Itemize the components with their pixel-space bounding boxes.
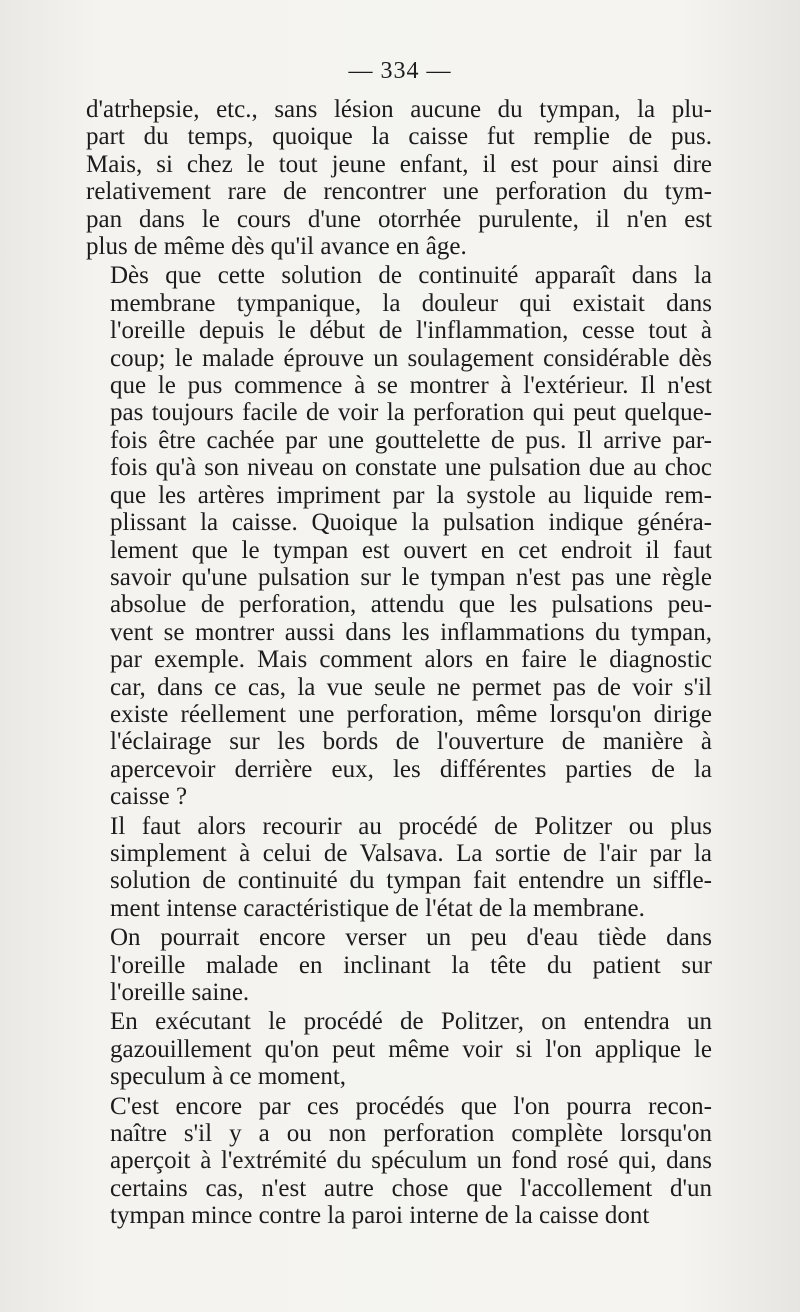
text-line: On pourrait encore verser un peu d'eau tiède dans: [110, 924, 712, 952]
text-line: l'oreille depuis le début de l'inflammation, cesse tout à: [110, 317, 712, 345]
text-line: vent se montrer aussi dans les inflammations du tympan,: [110, 618, 712, 646]
paragraph: [86, 262, 712, 810]
text-line: part du temps, quoique la caisse fut remplie de pus.: [86, 123, 712, 151]
text-line: Il faut alors recourir au procédé de Politzer ou plus: [110, 812, 712, 840]
text-line: solution de continuité du tympan fait entendre un siffle-: [110, 867, 712, 895]
text-line: naître s'il y a ou non perforation complète lorsqu'on: [110, 1120, 712, 1148]
paragraph: [86, 813, 712, 923]
paragraph: [86, 96, 712, 260]
text-line: simplement à celui de Valsava. La sortie de l'air par la: [110, 839, 712, 867]
text-line: fois qu'à son niveau on constate une pulsation due au choc: [110, 454, 712, 482]
text-line: absolue de perforation, attendu que les pulsations peu-: [110, 591, 712, 619]
text-line: savoir qu'une pulsation sur le tympan n'est pas une règle: [110, 563, 712, 591]
text-line: ment intense caractéristique de l'état de la membrane.: [110, 894, 645, 922]
text-line: que le pus commence à se montrer à l'extérieur. Il n'est: [110, 372, 712, 400]
text-line: existe réellement une perforation, même lorsqu'on dirige: [110, 700, 712, 728]
text-line: l'oreille saine.: [110, 979, 250, 1006]
text-line: l'oreille malade en inclinant la tête du patient sur: [110, 951, 712, 979]
text-line: aperçoit à l'extrémité du spéculum un fond rosé qui, dans: [110, 1147, 712, 1175]
body-text: [86, 96, 712, 1230]
text-line: coup; le malade éprouve un soulagement considérable dès: [110, 344, 712, 372]
text-line: tympan mince contre la paroi interne de la caisse dont: [110, 1202, 650, 1230]
text-line: l'éclairage sur les bords de l'ouverture de manière à: [110, 728, 712, 756]
text-line: speculum à ce moment,: [110, 1063, 347, 1091]
text-line: car, dans ce cas, la vue seule ne permet pas de voir s'il: [110, 673, 712, 701]
text-line: membrane tympanique, la douleur qui existait dans: [110, 289, 712, 317]
text-line: certains cas, n'est autre chose que l'accollement d'un: [110, 1174, 712, 1202]
text-line: d'atrhepsie, etc., sans lésion aucune du tympan, la plu-: [86, 96, 712, 123]
text-line: lement que le tympan est ouvert en cet endroit il faut: [110, 536, 712, 564]
text-line: plus de même dès qu'il avance en âge.: [86, 233, 467, 261]
text-line: pan dans le cours d'une otorrhée purulente, il n'en est: [86, 205, 712, 233]
paragraph: [86, 1093, 712, 1230]
paragraph: [86, 1008, 712, 1090]
text-line: C'est encore par ces procédés que l'on pourra recon-: [110, 1092, 712, 1120]
text-line: plissant la caisse. Quoique la pulsation indique généra-: [110, 509, 712, 537]
text-line: par exemple. Mais comment alors en faire le diagnostic: [110, 646, 712, 674]
text-line: que les artères impriment par la systole au liquide rem-: [110, 481, 712, 509]
text-line: apercevoir derrière eux, les différentes parties de la: [110, 755, 712, 783]
text-line: En exécutant le procédé de Politzer, on entendra un: [110, 1008, 712, 1036]
paragraph: [86, 924, 712, 1006]
text-line: Mais, si chez le tout jeune enfant, il est pour ainsi dire: [86, 150, 712, 178]
text-line: caisse ?: [110, 783, 188, 811]
text-line: gazouillement qu'on peut même voir si l'on applique le: [110, 1035, 712, 1063]
text-line: pas toujours facile de voir la perforation qui peut quelque-: [110, 399, 712, 427]
text-line: relativement rare de rencontrer une perforation du tym-: [86, 178, 712, 206]
text-line: fois être cachée par une gouttelette de pus. Il arrive par-: [110, 426, 712, 454]
page-number: — 334 —: [348, 58, 452, 84]
text-line: Dès que cette solution de continuité apparaît dans la: [110, 262, 712, 290]
